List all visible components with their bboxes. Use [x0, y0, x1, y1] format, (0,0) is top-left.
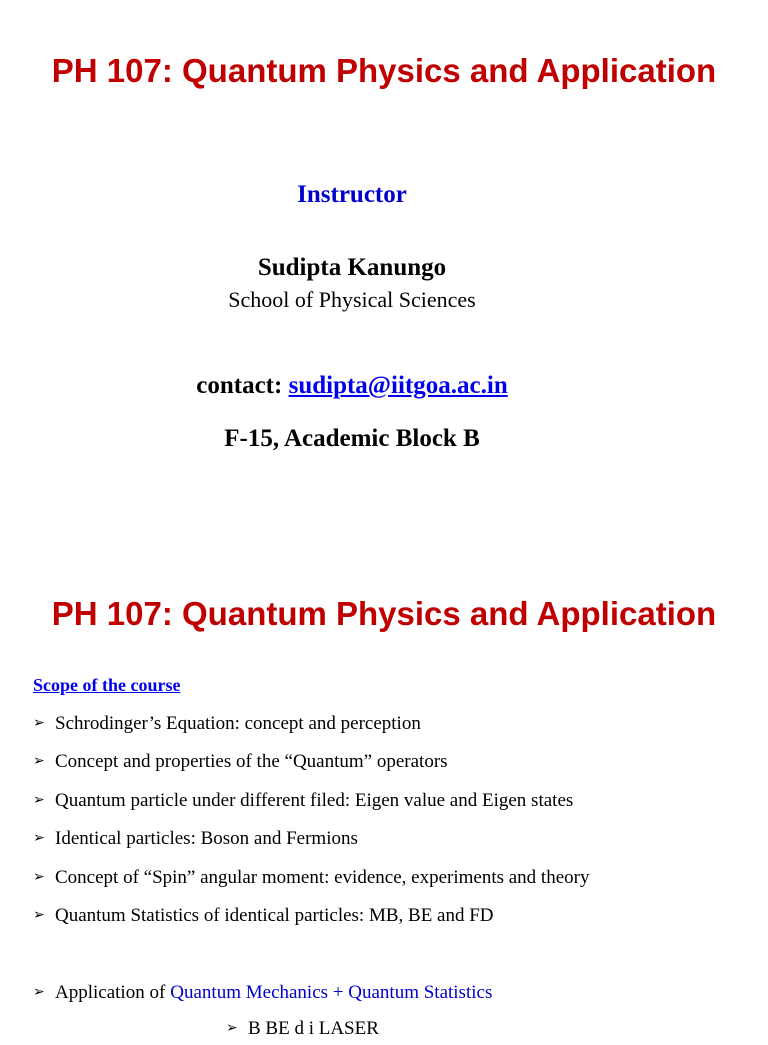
- arrow-bullet-icon: ➢: [33, 869, 45, 885]
- list-item-text: Schrodinger’s Equation: concept and perception: [55, 713, 421, 734]
- list-item: [33, 785, 589, 823]
- office-location: F-15, Academic Block B: [224, 425, 480, 452]
- list-item: [33, 708, 589, 746]
- instructor-heading: Instructor: [297, 181, 407, 208]
- list-item-text: Concept and properties of the “Quantum” operators: [55, 751, 448, 773]
- scope-of-course-link[interactable]: Scope of the course: [33, 675, 181, 695]
- contact-email-link[interactable]: sudipta@iitgoa.ac.in: [288, 372, 508, 399]
- application-sub-bullet: [226, 1013, 379, 1045]
- application-line: [33, 977, 492, 1009]
- application-highlight: Quantum Mechanics + Quantum Statistics: [170, 982, 493, 1003]
- arrow-bullet-icon: ➢: [33, 831, 45, 847]
- arrow-bullet-icon: ➢: [33, 754, 45, 770]
- contact-label: contact:: [196, 372, 283, 399]
- list-item: [33, 900, 589, 938]
- list-item-text: Identical particles: Boson and Fermions: [55, 828, 358, 850]
- list-item: [33, 823, 589, 861]
- arrow-bullet-icon: ➢: [33, 716, 45, 731]
- arrow-bullet-icon: ➢: [33, 907, 45, 923]
- application-prefix: Application of: [55, 982, 166, 1003]
- list-item-text: Quantum particle under different filed: Eigen value and Eigen states: [55, 789, 574, 811]
- slide-1-title: PH 107: Quantum Physics and Application: [51, 52, 717, 89]
- arrow-bullet-icon: ➢: [33, 985, 45, 1000]
- scope-bullet-list: [33, 708, 589, 938]
- list-item-text: Concept of “Spin” angular moment: evidence, experiments and theory: [55, 866, 590, 888]
- list-item-text: Quantum Statistics of identical particles: MB, BE and FD: [55, 904, 494, 926]
- slide-2-title: PH 107: Quantum Physics and Application: [51, 595, 717, 632]
- list-item: [33, 746, 589, 784]
- arrow-bullet-icon: ➢: [33, 792, 45, 808]
- department-name: School of Physical Sciences: [228, 287, 476, 312]
- sub-bullet-text: B BE d i LASER: [248, 1018, 379, 1039]
- contact-line: [0, 369, 704, 403]
- list-item: [33, 862, 589, 900]
- instructor-name: Sudipta Kanungo: [257, 254, 447, 281]
- arrow-bullet-icon: ➢: [226, 1021, 238, 1036]
